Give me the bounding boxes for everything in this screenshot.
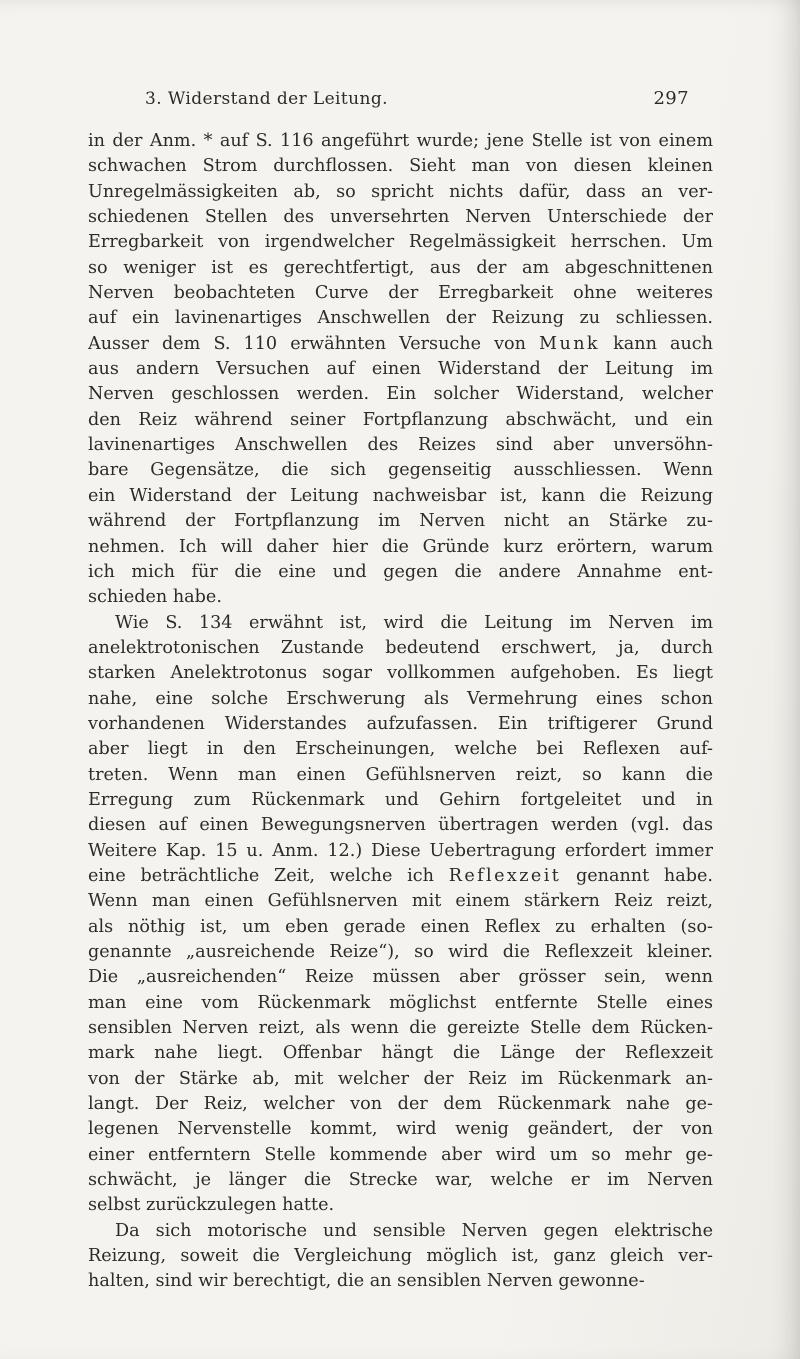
text-line: Unregelmässigkeiten ab, so spricht nichts dafür, dass an ver- — [88, 181, 713, 202]
text-line: Erregung zum Rückenmark und Gehirn fortgeleitet und in — [88, 789, 713, 810]
text-line: Wenn man einen Gefühlsnerven mit einem stärkern Reiz reizt, — [88, 891, 713, 912]
text-line: starken Anelektrotonus sogar vollkommen aufgehoben. Es liegt — [88, 663, 713, 684]
text-line: Nerven geschlossen werden. Ein solcher Widerstand, welcher — [88, 384, 713, 405]
text-line: aus andern Versuchen auf einen Widerstand der Leitung im — [88, 359, 713, 380]
paragraph — [88, 129, 713, 611]
letterspaced-word: Munk — [539, 333, 600, 354]
text-line: Nerven beobachteten Curve der Erregbarkeit ohne weiteres — [88, 283, 713, 304]
text-line: vorhandenen Widerstandes aufzufassen. Ein triftigerer Grund — [88, 713, 713, 734]
text-line: eine beträchtliche Zeit, welche ich Reflexzeit genannt habe. — [88, 865, 713, 886]
text-line: halten, sind wir berechtigt, die an sensiblen Nerven gewonne- — [88, 1271, 645, 1292]
paragraph — [88, 1219, 713, 1295]
page-number: 297 — [653, 88, 689, 109]
text-line: in der Anm. * auf S. 116 angeführt wurde; jene Stelle ist von einem — [88, 131, 713, 151]
text-line: während der Fortpflanzung im Nerven nicht an Stärke zu- — [88, 511, 713, 532]
text-line: nahe, eine solche Erschwerung als Vermehrung eines schon — [88, 688, 713, 709]
text-line: lavinenartiges Anschwellen des Reizes sind aber unversöhn- — [88, 435, 713, 456]
text-line: so weniger ist es gerechtfertigt, aus der am abgeschnittenen — [88, 257, 713, 278]
section-title: 3. Widerstand der Leitung. — [145, 89, 388, 109]
text-line: ich mich für die eine und gegen die andere Annahme ent- — [88, 561, 713, 582]
text-line: Da sich motorische und sensible Nerven gegen elektrische — [115, 1220, 713, 1241]
text-line: nehmen. Ich will daher hier die Gründe kurz erörtern, warum — [88, 536, 713, 557]
text-line: selbst zurückzulegen hatte. — [88, 1195, 335, 1216]
text-line: diesen auf einen Bewegungsnerven übertragen werden (vgl. das — [88, 815, 713, 836]
text-line: aber liegt in den Erscheinungen, welche bei Reflexen auf- — [88, 739, 713, 760]
text-line: langt. Der Reiz, welcher von der dem Rückenmark nahe ge- — [88, 1094, 713, 1115]
running-header — [88, 88, 713, 109]
text-line: ein Widerstand der Leitung nachweisbar ist, kann die Reizung — [88, 485, 713, 506]
text-line: den Reiz während seiner Fortpflanzung abschwächt, und ein — [88, 409, 713, 430]
text-line: Reizung, soweit die Vergleichung möglich ist, ganz gleich ver- — [88, 1246, 713, 1267]
text-line: schiedenen Stellen des unversehrten Nerven Unterschiede der — [88, 207, 713, 228]
page-body — [88, 129, 713, 1295]
text-line: sensiblen Nerven reizt, als wenn die gereizte Stelle dem Rücken- — [88, 1018, 713, 1039]
text-line: legenen Nervenstelle kommt, wird wenig geändert, der von — [88, 1119, 713, 1140]
text-line: als nöthig ist, um eben gerade einen Reflex zu erhalten (so- — [88, 916, 713, 937]
paragraph — [88, 611, 713, 1219]
text-line: man eine vom Rückenmark möglichst entfernte Stelle eines — [88, 992, 713, 1013]
text-line: auf ein lavinenartiges Anschwellen der Reizung zu schliessen. — [88, 308, 713, 329]
text-line: schwachen Strom durchflossen. Sieht man von diesen kleinen — [88, 156, 713, 177]
text-line: Wie S. 134 erwähnt ist, wird die Leitung im Nerven im — [115, 612, 713, 633]
text-line: bare Gegensätze, die sich gegenseitig ausschliessen. Wenn — [88, 460, 713, 481]
text-line: genannte „ausreichende Reize“), so wird die Reflexzeit kleiner. — [88, 942, 713, 962]
text-line: Die „ausreichenden“ Reize müssen aber grösser sein, wenn — [88, 967, 713, 988]
text-line: mark nahe liegt. Offenbar hängt die Länge der Reflexzeit — [88, 1043, 713, 1064]
text-line: von der Stärke ab, mit welcher der Reiz im Rückenmark an- — [88, 1068, 713, 1089]
letterspaced-word: Reflexzeit — [448, 865, 562, 886]
text-line: einer entferntern Stelle kommende aber wird um so mehr ge- — [88, 1144, 713, 1165]
text-line: treten. Wenn man einen Gefühlsnerven reizt, so kann die — [88, 764, 713, 785]
text-line: schwächt, je länger die Strecke war, welche er im Nerven — [88, 1170, 713, 1191]
text-line: Ausser dem S. 110 erwähnten Versuche von Munk kann auch — [88, 333, 713, 354]
text-line: Weitere Kap. 15 u. Anm. 12.) Diese Uebertragung erfordert immer — [88, 840, 713, 861]
text-line: anelektrotonischen Zustande bedeutend erschwert, ja, durch — [88, 637, 713, 658]
text-line: Erregbarkeit von irgendwelcher Regelmässigkeit herrschen. Um — [88, 232, 713, 253]
text-line: schieden habe. — [88, 587, 222, 608]
